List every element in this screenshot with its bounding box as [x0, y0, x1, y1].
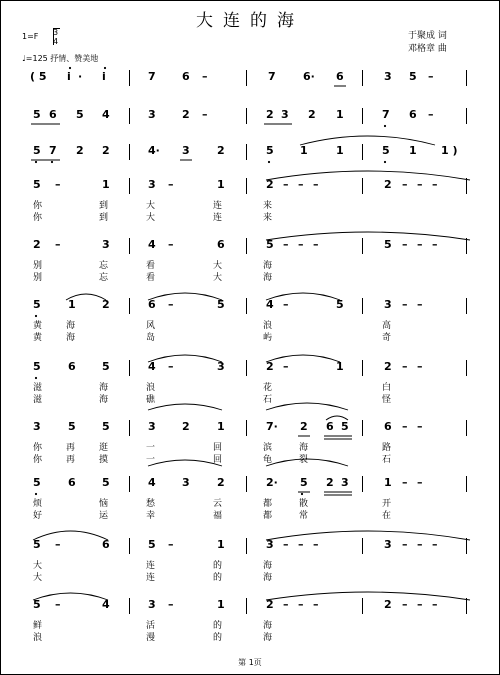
time-signature — [53, 28, 58, 46]
note: – — [298, 238, 304, 251]
note: i — [102, 70, 106, 83]
bar-line — [362, 598, 363, 614]
note: 2 — [384, 360, 392, 373]
note: 5 — [33, 108, 41, 121]
note: 2 — [384, 178, 392, 191]
lyric-syllable: 运 — [99, 511, 109, 521]
note: 7 — [49, 144, 57, 157]
note: 1 ) — [441, 144, 458, 157]
note: 5 — [33, 144, 41, 157]
note: 6· — [303, 70, 315, 83]
note: – — [168, 238, 174, 251]
bar-line — [362, 70, 363, 86]
note: ( 5 — [30, 70, 47, 83]
time-signature-bottom: 4 — [53, 37, 59, 46]
note: – — [55, 598, 61, 611]
note: 3 — [148, 108, 156, 121]
bar-line — [466, 360, 467, 376]
bar-line — [246, 108, 247, 124]
bar-line — [246, 178, 247, 194]
note: 1 — [300, 144, 308, 157]
note: – — [283, 178, 289, 191]
note: 4 — [266, 298, 274, 311]
note: 1 — [68, 298, 76, 311]
note: 5 — [33, 598, 41, 611]
lyric-syllable: 你 — [33, 213, 43, 223]
lyric-syllable: 石 — [382, 455, 392, 465]
note: 5 — [384, 238, 392, 251]
bar-line — [466, 598, 467, 614]
note: – — [298, 178, 304, 191]
note: 4 — [148, 238, 156, 251]
note: 4· — [148, 144, 160, 157]
bar-line — [466, 476, 467, 492]
note: 5 — [148, 538, 156, 551]
lyric-syllable: 海 — [263, 561, 273, 571]
note: – — [168, 298, 174, 311]
note: 5 — [76, 108, 84, 121]
lyric-syllable: 滋 — [33, 383, 43, 393]
bar-line — [466, 70, 467, 86]
note: 2 — [308, 108, 316, 121]
lyric-syllable: 海 — [99, 395, 109, 405]
note: 5 — [382, 144, 390, 157]
bar-line — [246, 238, 247, 254]
bar-line — [466, 178, 467, 194]
bar-line — [362, 144, 363, 160]
note: – — [298, 598, 304, 611]
lyric-syllable: 海 — [66, 321, 76, 331]
note: 5 — [33, 476, 41, 489]
bar-line — [129, 476, 130, 492]
lyric-syllable: 风 — [146, 321, 156, 331]
lyric-syllable: 别 — [33, 273, 43, 283]
lyric-syllable: 浪 — [146, 383, 156, 393]
lyric-syllable: 到 — [99, 213, 109, 223]
note: 5 — [409, 70, 417, 83]
note: 2 — [182, 108, 190, 121]
note: 1 — [336, 144, 344, 157]
lyric-syllable: 你 — [33, 201, 43, 211]
time-signature-top: 3 — [53, 28, 59, 37]
lyric-syllable: 散 — [299, 499, 309, 509]
note: 5 — [266, 238, 274, 251]
bar-line — [466, 108, 467, 124]
lyric-syllable: 的 — [213, 621, 223, 631]
bar-line — [466, 538, 467, 554]
key-signature — [22, 28, 59, 46]
lyric-syllable: 大 — [213, 273, 223, 283]
bar-line — [129, 70, 130, 86]
lyric-syllable: 愁 — [146, 499, 156, 509]
note: 3 — [384, 538, 392, 551]
lyric-syllable: 浪 — [33, 633, 43, 643]
bar-line — [466, 420, 467, 436]
note: 4 — [148, 360, 156, 373]
note: – — [55, 238, 61, 251]
note: 1 — [217, 598, 225, 611]
note: – — [402, 298, 408, 311]
bar-line — [246, 360, 247, 376]
note: 6 — [68, 360, 76, 373]
lyric-syllable: 看 — [146, 261, 156, 271]
note: 2 — [102, 144, 110, 157]
lyric-syllable: 忘 — [99, 273, 109, 283]
note: – — [298, 538, 304, 551]
lyric-syllable: 海 — [263, 273, 273, 283]
note: 2 — [266, 360, 274, 373]
note: – — [168, 360, 174, 373]
lyric-syllable: 的 — [213, 573, 223, 583]
bar-line — [129, 598, 130, 614]
lyric-syllable: 摸 — [99, 455, 109, 465]
note: 3 — [341, 476, 349, 489]
note: 2 — [266, 178, 274, 191]
note: 6 — [182, 70, 190, 83]
bar-line — [246, 144, 247, 160]
bar-line — [466, 238, 467, 254]
lyric-syllable: 滨 — [263, 443, 273, 453]
note: 3 — [384, 298, 392, 311]
note: 6 — [217, 238, 225, 251]
note: 5 — [102, 360, 110, 373]
note: – — [283, 298, 289, 311]
note: – — [202, 70, 208, 83]
note: 1 — [102, 178, 110, 191]
note: – — [402, 360, 408, 373]
lyric-syllable: 大 — [213, 261, 223, 271]
note: 5 — [336, 298, 344, 311]
note: – — [402, 238, 408, 251]
lyric-syllable: 鲜 — [33, 621, 43, 631]
note: 2 — [76, 144, 84, 157]
note: 2 — [326, 476, 334, 489]
note: 2 — [266, 108, 274, 121]
lyric-syllable: 滋 — [33, 395, 43, 405]
note: – — [283, 238, 289, 251]
lyric-syllable: 逛 — [99, 443, 109, 453]
lyric-syllable: 的 — [213, 561, 223, 571]
note: – — [417, 178, 423, 191]
lyric-syllable: 花 — [263, 383, 273, 393]
note: – — [55, 538, 61, 551]
lyric-syllable: 海 — [66, 333, 76, 343]
note: 2 — [384, 598, 392, 611]
lyric-syllable: 大 — [146, 213, 156, 223]
bar-line — [129, 360, 130, 376]
bar-line — [362, 360, 363, 376]
note: – — [417, 420, 423, 433]
bar-line — [246, 538, 247, 554]
lyric-syllable: 奇 — [382, 333, 392, 343]
note: – — [417, 298, 423, 311]
note: 2 — [300, 420, 308, 433]
lyric-syllable: 一 — [146, 455, 156, 465]
note: 6 — [148, 298, 156, 311]
note: 5 — [102, 476, 110, 489]
note: 2 — [33, 238, 41, 251]
note: – — [283, 598, 289, 611]
note: 3 — [148, 178, 156, 191]
note: – — [432, 178, 438, 191]
bar-line — [129, 144, 130, 160]
note: 7 — [268, 70, 276, 83]
bar-line — [129, 178, 130, 194]
lyric-syllable: 怪 — [382, 395, 392, 405]
lyric-syllable: 忘 — [99, 261, 109, 271]
note: 2 — [217, 144, 225, 157]
lyric-syllable: 你 — [33, 443, 43, 453]
page-number: 第 1页 — [238, 658, 262, 667]
note: 3 — [33, 420, 41, 433]
lyric-syllable: 到 — [99, 201, 109, 211]
bar-line — [246, 476, 247, 492]
bar-line — [129, 420, 130, 436]
lyric-syllable: 浪 — [263, 321, 273, 331]
lyricist-credit: 于聚成 词 — [408, 31, 447, 41]
bar-line — [362, 108, 363, 124]
lyric-syllable: 裂 — [299, 455, 309, 465]
note: – — [402, 476, 408, 489]
composer-credit: 邓格章 曲 — [408, 44, 447, 54]
note: – — [432, 238, 438, 251]
note: 5 — [266, 144, 274, 157]
note: 6 — [102, 538, 110, 551]
lyric-syllable: 一 — [146, 443, 156, 453]
note: 4 — [148, 476, 156, 489]
note: – — [428, 70, 434, 83]
note: 6 — [68, 476, 76, 489]
bar-line — [129, 108, 130, 124]
note: 5 — [33, 538, 41, 551]
note: – — [402, 598, 408, 611]
lyric-syllable: 回 — [213, 443, 223, 453]
lyric-syllable: 海 — [263, 633, 273, 643]
note: 3 — [182, 144, 190, 157]
note: – — [417, 238, 423, 251]
lyric-syllable: 都 — [263, 499, 273, 509]
lyric-syllable: 来 — [263, 201, 273, 211]
lyric-syllable: 都 — [263, 511, 273, 521]
lyric-syllable: 连 — [146, 573, 156, 583]
lyric-syllable: 开 — [382, 499, 392, 509]
note: – — [402, 538, 408, 551]
note: 1 — [217, 538, 225, 551]
note: 5 — [33, 298, 41, 311]
lyric-syllable: 海 — [263, 573, 273, 583]
note: – — [313, 178, 319, 191]
lyric-syllable: 恼 — [99, 499, 109, 509]
lyric-syllable: 看 — [146, 273, 156, 283]
note: – — [402, 178, 408, 191]
lyric-syllable: 福 — [213, 511, 223, 521]
bar-line — [362, 476, 363, 492]
bar-line — [246, 420, 247, 436]
note: – — [168, 538, 174, 551]
note: – — [283, 538, 289, 551]
lyric-syllable: 好 — [33, 511, 43, 521]
lyric-syllable: 海 — [299, 443, 309, 453]
note: 1 — [409, 144, 417, 157]
lyric-syllable: 海 — [263, 621, 273, 631]
lyric-syllable: 黄 — [33, 333, 43, 343]
note: 3 — [266, 538, 274, 551]
note: 7· — [266, 420, 278, 433]
note: 5 — [300, 476, 308, 489]
note: 2 — [266, 598, 274, 611]
note: 6 — [326, 420, 334, 433]
credits — [408, 30, 447, 56]
note: – — [168, 178, 174, 191]
lyric-syllable: 云 — [213, 499, 223, 509]
lyric-syllable: 岛 — [146, 333, 156, 343]
lyric-syllable: 再 — [66, 443, 76, 453]
lyric-syllable: 回 — [213, 455, 223, 465]
note: 1 — [217, 178, 225, 191]
bar-line — [246, 298, 247, 314]
note: 3 — [148, 420, 156, 433]
note: 4 — [102, 598, 110, 611]
note: 7 — [382, 108, 390, 121]
note: 1 — [384, 476, 392, 489]
note: 3 — [217, 360, 225, 373]
note: 5 — [33, 360, 41, 373]
note: – — [432, 538, 438, 551]
lyric-syllable: 活 — [146, 621, 156, 631]
note: – — [283, 360, 289, 373]
note: – — [417, 360, 423, 373]
note: 3 — [281, 108, 289, 121]
lyric-syllable: 在 — [382, 511, 392, 521]
lyric-syllable: 龟 — [263, 455, 273, 465]
note: 3 — [148, 598, 156, 611]
bar-line — [129, 538, 130, 554]
note: 1 — [336, 360, 344, 373]
note: – — [313, 538, 319, 551]
lyric-syllable: 白 — [382, 383, 392, 393]
lyric-syllable: 别 — [33, 261, 43, 271]
note: 6 — [409, 108, 417, 121]
bar-line — [362, 538, 363, 554]
note: – — [432, 598, 438, 611]
lyric-syllable: 幸 — [146, 511, 156, 521]
lyric-syllable: 高 — [382, 321, 392, 331]
lyric-syllable: 来 — [263, 213, 273, 223]
lyric-syllable: 屿 — [263, 333, 273, 343]
lyric-syllable: 大 — [146, 201, 156, 211]
note: – — [313, 598, 319, 611]
note: – — [428, 108, 434, 121]
bar-line — [362, 178, 363, 194]
bar-line — [129, 298, 130, 314]
lyric-syllable: 漫 — [146, 633, 156, 643]
tempo-marking: ♩=125 抒情、赞美地 — [22, 54, 99, 63]
song-title: 大连的海 — [196, 11, 304, 31]
note: 1 — [217, 420, 225, 433]
note: 3 — [102, 238, 110, 251]
note: – — [417, 598, 423, 611]
note: 1 — [336, 108, 344, 121]
note: 2 — [102, 298, 110, 311]
note: 4 — [102, 108, 110, 121]
note: – — [417, 538, 423, 551]
lyric-syllable: 礁 — [146, 395, 156, 405]
bar-line — [246, 598, 247, 614]
bar-line — [129, 238, 130, 254]
bar-line — [362, 298, 363, 314]
note: 5 — [33, 178, 41, 191]
note: · — [78, 70, 83, 83]
note: 3 — [384, 70, 392, 83]
note: – — [168, 598, 174, 611]
note: 5 — [217, 298, 225, 311]
lyric-syllable: 烦 — [33, 499, 43, 509]
bar-line — [362, 238, 363, 254]
note: 6 — [49, 108, 57, 121]
note: 5 — [102, 420, 110, 433]
lyric-syllable: 你 — [33, 455, 43, 465]
note: 2· — [266, 476, 278, 489]
note: i — [67, 70, 71, 83]
note: 5 — [341, 420, 349, 433]
bar-line — [246, 70, 247, 86]
note: 6 — [384, 420, 392, 433]
lyric-syllable: 路 — [382, 443, 392, 453]
lyric-syllable: 大 — [33, 561, 43, 571]
note: 6 — [336, 70, 344, 83]
lyric-syllable: 黄 — [33, 321, 43, 331]
note: – — [202, 108, 208, 121]
lyric-syllable: 的 — [213, 633, 223, 643]
bar-line — [466, 298, 467, 314]
bar-line — [362, 420, 363, 436]
lyric-syllable: 石 — [263, 395, 273, 405]
key-label: 1=F — [22, 32, 39, 41]
note: – — [402, 420, 408, 433]
note: – — [417, 476, 423, 489]
note: 5 — [68, 420, 76, 433]
lyric-syllable: 常 — [299, 511, 309, 521]
lyric-syllable: 海 — [99, 383, 109, 393]
note: 2 — [217, 476, 225, 489]
note: – — [313, 238, 319, 251]
note: 2 — [182, 420, 190, 433]
lyric-syllable: 大 — [33, 573, 43, 583]
lyric-syllable: 再 — [66, 455, 76, 465]
note: – — [55, 178, 61, 191]
note: 3 — [182, 476, 190, 489]
lyric-syllable: 连 — [146, 561, 156, 571]
lyric-syllable: 连 — [213, 213, 223, 223]
lyric-syllable: 海 — [263, 261, 273, 271]
note: 7 — [148, 70, 156, 83]
lyric-syllable: 连 — [213, 201, 223, 211]
